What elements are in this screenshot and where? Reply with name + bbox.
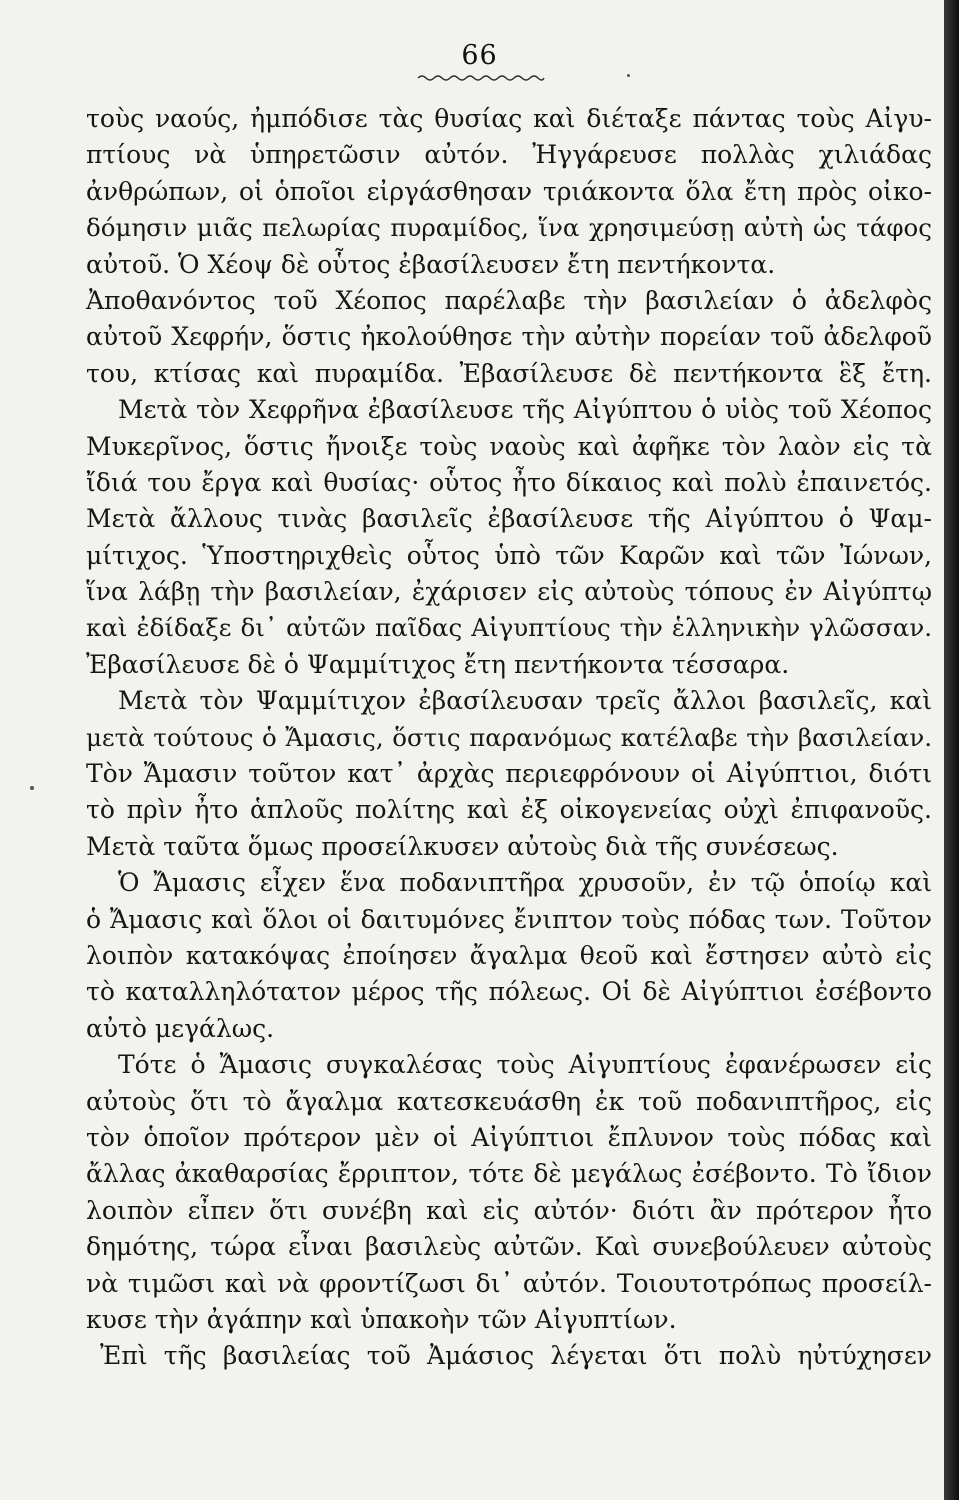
text-line: κυσε τὴν ἀγάπην καὶ ὑπακοὴν τῶν Αἰγυπτίων. bbox=[86, 1304, 677, 1334]
paper-speck bbox=[627, 74, 630, 77]
text-line: Μυκερῖνος, ὅστις ἤνοιξε τοὺς ναοὺς καὶ ἀφῆκε τὸν λαὸν εἰς τὰ bbox=[86, 431, 932, 461]
text-line: ὁ Ἄμασις καὶ ὅλοι οἱ δαιτυμόνες ἔνιπτον τοὺς πόδας των. Τοῦτον bbox=[86, 904, 932, 934]
text-line: ἵνα λάβῃ τὴν βασιλείαν, ἐχάρισεν εἰς αὐτοὺς τόπους ἐν Αἰγύπτῳ bbox=[86, 577, 932, 607]
text-line: πτίους νὰ ὑπηρετῶσιν αὐτόν. Ἠγγάρευσε πολλὰς χιλιάδας bbox=[86, 140, 932, 170]
text-line: Μετὰ τὸν Ψαμμίτιχον ἐβασίλευσαν τρεῖς ἄλλοι βασιλεῖς, καὶ bbox=[118, 686, 932, 716]
text-line: Τότε ὁ Ἄμασις συγκαλέσας τοὺς Αἰγυπτίους ἐφανέρωσεν εἰς bbox=[118, 1050, 932, 1080]
text-line: Ἀποθανόντος τοῦ Χέοπος παρέλαβε τὴν βασιλείαν ὁ ἀδελφὸς bbox=[86, 285, 932, 315]
text-line: λοιπὸν εἶπεν ὅτι συνέβη καὶ εἰς αὐτόν· διότι ἂν πρότερον ἦτο bbox=[86, 1195, 932, 1225]
text-line: ἴδιά του ἔργα καὶ θυσίας· οὗτος ἦτο δίκαιος καὶ πολὺ ἐπαινετός. bbox=[86, 467, 932, 497]
page-number: 66 bbox=[461, 40, 498, 71]
text-line: ἄλλας ἀκαθαρσίας ἔρριπτον, τότε δὲ μεγάλως ἐσέβοντο. Τὸ ἴδιον bbox=[86, 1159, 932, 1189]
text-line: νὰ τιμῶσι καὶ νὰ φροντίζωσι δι᾽ αὐτόν. Τοιουτοτρόπως προσείλ- bbox=[86, 1268, 932, 1298]
text-line: ἀνθρώπων, οἱ ὁποῖοι εἰργάσθησαν τριάκοντα ὅλα ἔτη πρὸς οἰκο- bbox=[86, 176, 932, 206]
text-line: δημότης, τώρα εἶναι βασιλεὺς αὐτῶν. Καὶ συνεβούλευεν αὐτοὺς bbox=[86, 1232, 932, 1262]
text-line: καὶ ἐδίδαξε δι᾽ αὐτῶν παῖδας Αἰγυπτίους τὴν ἑλληνικὴν γλῶσσαν. bbox=[86, 613, 932, 643]
text-line: τὸ καταλληλότατον μέρος τῆς πόλεως. Οἱ δὲ Αἰγύπτιοι ἐσέβοντο bbox=[86, 977, 932, 1007]
text-line: Ἐπὶ τῆς βασιλείας τοῦ Ἀμάσιος λέγεται ὅτι πολὺ ηὐτύχησεν bbox=[100, 1341, 932, 1371]
text-line: τὸν ὁποῖον πρότερον μὲν οἱ Αἰγύπτιοι ἔπλυνον τοὺς πόδας καὶ bbox=[86, 1122, 932, 1152]
paper-speck bbox=[30, 786, 34, 790]
text-line: λοιπὸν κατακόψας ἐποίησεν ἄγαλμα θεοῦ καὶ ἔστησεν αὐτὸ εἰς bbox=[86, 940, 932, 970]
text-line: δόμησιν μιᾶς πελωρίας πυραμίδος, ἵνα χρησιμεύσῃ αὐτὴ ὡς τάφος bbox=[86, 213, 932, 243]
text-line: του, κτίσας καὶ πυραμίδα. Ἐβασίλευσε δὲ πεντήκοντα ἓξ ἔτη. bbox=[86, 358, 932, 388]
page-edge-shadow bbox=[944, 0, 959, 1500]
body-text bbox=[86, 101, 932, 1375]
text-line: αὐτὸ μεγάλως. bbox=[86, 1013, 275, 1043]
text-line: Μετὰ ταῦτα ὅμως προσείλκυσεν αὐτοὺς διὰ τῆς συνέσεως. bbox=[86, 831, 839, 861]
ornamental-rule bbox=[416, 72, 546, 84]
text-line: μίτιχος. Ὑποστηριχθεὶς οὗτος ὑπὸ τῶν Καρῶν καὶ τῶν Ἰώνων, bbox=[86, 540, 932, 570]
text-line: Μετὰ ἄλλους τινὰς βασιλεῖς ἐβασίλευσε τῆς Αἰγύπτου ὁ Ψαμ- bbox=[86, 504, 932, 534]
text-line: Ὁ Ἄμασις εἶχεν ἕνα ποδανιπτῆρα χρυσοῦν, ἐν τῷ ὁποίῳ καὶ bbox=[118, 868, 932, 898]
text-line: αὐτοῦ Χεφρήν, ὅστις ἠκολούθησε τὴν αὐτὴν πορείαν τοῦ ἀδελφοῦ bbox=[86, 322, 932, 352]
text-line: Τὸν Ἄμασιν τοῦτον κατ᾽ ἀρχὰς περιεφρόνουν οἱ Αἰγύπτιοι, διότι bbox=[86, 759, 932, 789]
text-line: τὸ πρὶν ἦτο ἁπλοῦς πολίτης καὶ ἐξ οἰκογενείας οὐχὶ ἐπιφανοῦς. bbox=[86, 795, 932, 825]
text-line: Μετὰ τὸν Χεφρῆνα ἐβασίλευσε τῆς Αἰγύπτου ὁ υἱὸς τοῦ Χέοπος bbox=[118, 395, 932, 425]
text-line: Ἐβασίλευσε δὲ ὁ Ψαμμίτιχος ἔτη πεντήκοντα τέσσαρα. bbox=[86, 649, 790, 679]
text-line: αὐτοὺς ὅτι τὸ ἄγαλμα κατεσκευάσθη ἐκ τοῦ ποδανιπτῆρος, εἰς bbox=[86, 1086, 932, 1116]
text-line: αὐτοῦ. Ὁ Χέοψ δὲ οὗτος ἐβασίλευσεν ἔτη πεντήκοντα. bbox=[86, 249, 776, 279]
text-line: τοὺς ναούς, ἠμπόδισε τὰς θυσίας καὶ διέταξε πάντας τοὺς Αἰγυ- bbox=[86, 104, 932, 133]
text-line: μετὰ τούτους ὁ Ἄμασις, ὅστις παρανόμως κατέλαβε τὴν βασιλείαν. bbox=[86, 722, 932, 752]
